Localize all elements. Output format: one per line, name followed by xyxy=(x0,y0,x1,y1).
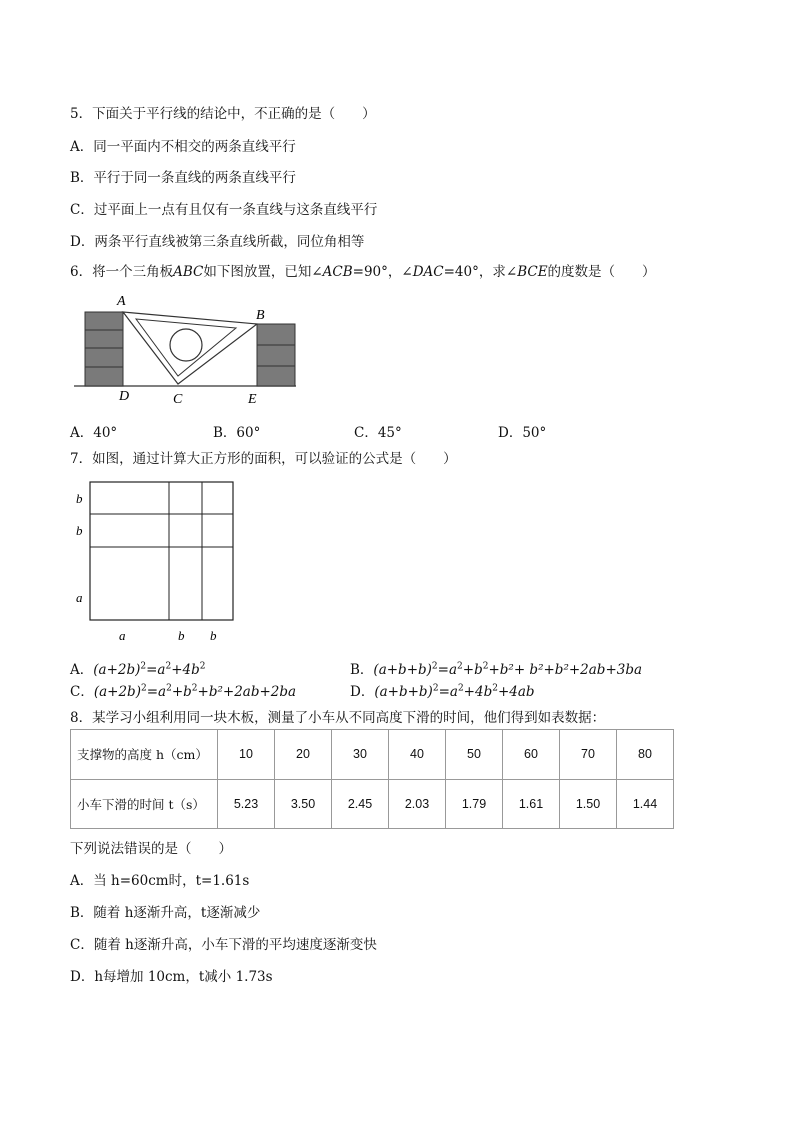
q8-data-table xyxy=(70,729,674,829)
q8-option-a xyxy=(70,869,249,889)
left-label-a: a xyxy=(76,590,83,605)
option-text: 60° xyxy=(236,425,261,441)
option-letter: C． xyxy=(70,202,94,218)
q6-option-d xyxy=(498,421,546,441)
formula-exp: 2 xyxy=(166,683,172,694)
option-text: 当 h=60cm时，t=1.61s xyxy=(93,873,250,889)
q5-option-d xyxy=(70,230,364,250)
q6-stem-text: 的度数是（ ） xyxy=(547,264,656,280)
option-text: 40° xyxy=(93,425,118,441)
q7-stem: 7．如图，通过计算大正方形的面积，可以验证的公式是（ ） xyxy=(70,451,457,467)
table-cell: 1.79 xyxy=(446,779,503,829)
left-label-b2: b xyxy=(76,523,83,538)
option-text: 随着 h逐渐升高，t逐渐减少 xyxy=(93,905,261,921)
formula-part: (a+b+b) xyxy=(373,662,432,678)
formula-part: +b²+ b²+b²+2ab+3ba xyxy=(488,662,643,678)
table-cell: 80 xyxy=(617,730,674,780)
q6-stem-text: 6．将一个三角板 xyxy=(70,264,174,280)
table-cell: 2.03 xyxy=(389,779,446,829)
formula-part: =a xyxy=(146,662,166,678)
q7-option-a xyxy=(70,658,206,678)
q5-option-b xyxy=(70,166,296,186)
table-row-header: 支撑物的高度 h（cm） xyxy=(71,730,218,780)
q5-option-a xyxy=(70,135,296,155)
formula-exp: 2 xyxy=(457,661,463,672)
option-text: 50° xyxy=(522,425,547,441)
q6-angle-dac: DAC xyxy=(412,264,444,280)
q8-question: 下列说法错误的是（ ） xyxy=(70,841,232,857)
q6-angle-acb: ACB xyxy=(322,264,353,280)
option-letter: A． xyxy=(70,662,94,678)
label-b: B xyxy=(256,308,265,323)
bottom-label-b1: b xyxy=(178,628,185,643)
option-letter: A． xyxy=(70,873,94,889)
table-cell: 20 xyxy=(275,730,332,780)
table-cell: 2.45 xyxy=(332,779,389,829)
formula-exp: 2 xyxy=(431,661,438,672)
q8-stem: 8．某学习小组利用同一块木板，测量了小车从不同高度下滑的时间，他们得到如表数据： xyxy=(70,710,606,726)
big-square xyxy=(90,482,233,620)
q6-stem xyxy=(70,260,656,280)
q6-option-c xyxy=(354,421,402,441)
formula-part: (a+2b) xyxy=(93,684,141,700)
formula-exp: 2 xyxy=(140,661,147,672)
option-letter: D． xyxy=(70,234,95,250)
left-block-stack xyxy=(85,312,123,386)
triangle-hole xyxy=(170,329,202,361)
formula-part: +b xyxy=(171,684,192,700)
option-text: 同一平面内不相交的两条直线平行 xyxy=(93,139,296,155)
formula-exp: 2 xyxy=(432,683,439,694)
option-letter: B． xyxy=(70,170,94,186)
formula-part: (a+2b) xyxy=(93,662,141,678)
formula-part: +b xyxy=(462,662,483,678)
table-cell: 3.50 xyxy=(275,779,332,829)
q6-stem-text: =90°，∠ xyxy=(352,264,413,280)
table-row xyxy=(71,730,674,780)
label-e: E xyxy=(248,392,257,406)
left-label-b1: b xyxy=(76,491,83,506)
q6-angle-bce: BCE xyxy=(517,264,548,280)
q5-stem: 5．下面关于平行线的结论中，不正确的是（ ） xyxy=(70,106,376,122)
q7-option-b xyxy=(350,658,642,678)
option-letter: D． xyxy=(350,684,375,700)
q8-option-c xyxy=(70,933,377,953)
table-cell: 30 xyxy=(332,730,389,780)
option-text: 过平面上一点有且仅有一条直线与这条直线平行 xyxy=(93,202,378,218)
q8-option-d xyxy=(70,965,273,985)
formula-part: +4ab xyxy=(497,684,535,700)
formula-part: +4b xyxy=(463,684,493,700)
formula-part: (a+b+b) xyxy=(374,684,433,700)
label-c: C xyxy=(173,392,183,406)
table-cell: 1.44 xyxy=(617,779,674,829)
q6-stem-text: =40°，求∠ xyxy=(443,264,518,280)
table-cell: 50 xyxy=(446,730,503,780)
option-letter: D． xyxy=(498,425,523,441)
option-letter: C． xyxy=(70,937,94,953)
option-text: h每增加 10cm，t减小 1.73s xyxy=(94,969,273,985)
formula-exp: 2 xyxy=(140,683,147,694)
option-letter: C． xyxy=(70,684,94,700)
formula-exp: 2 xyxy=(165,661,172,672)
q8-option-b xyxy=(70,901,260,921)
option-letter: C． xyxy=(354,425,378,441)
option-letter: A． xyxy=(70,139,94,155)
formula-exp: 2 xyxy=(191,683,198,694)
right-block-stack xyxy=(257,324,295,386)
formula-exp: 2 xyxy=(199,661,206,672)
option-text: 两条平行直线被第三条直线所截，同位角相等 xyxy=(94,234,365,250)
q6-triangle-name: ABC xyxy=(173,264,204,280)
option-letter: B． xyxy=(350,662,374,678)
table-cell: 60 xyxy=(503,730,560,780)
q7-figure xyxy=(70,476,240,648)
option-text: 平行于同一条直线的两条直线平行 xyxy=(93,170,296,186)
formula-part: +4b xyxy=(171,662,200,678)
label-a: A xyxy=(117,294,126,309)
table-cell: 5.23 xyxy=(218,779,275,829)
table-cell: 1.50 xyxy=(560,779,617,829)
bottom-label-b2: b xyxy=(210,628,217,643)
q7-option-d xyxy=(350,680,535,700)
q7-option-c xyxy=(70,680,296,700)
formula-exp: 2 xyxy=(457,683,464,694)
q6-figure xyxy=(70,288,310,406)
option-letter: B． xyxy=(213,425,237,441)
q6-stem-text: 如下图放置，已知∠ xyxy=(203,264,323,280)
formula-exp: 2 xyxy=(482,661,489,672)
formula-exp: 2 xyxy=(492,683,498,694)
q5-option-c xyxy=(70,198,377,218)
table-cell: 10 xyxy=(218,730,275,780)
formula-part: =a xyxy=(437,662,458,678)
table-cell: 70 xyxy=(560,730,617,780)
table-cell: 40 xyxy=(389,730,446,780)
bottom-label-a: a xyxy=(119,628,126,643)
table-row xyxy=(71,779,674,829)
formula-part: +b²+2ab+2ba xyxy=(197,684,297,700)
q6-option-b xyxy=(213,421,260,441)
option-letter: D． xyxy=(70,969,95,985)
table-row-header: 小车下滑的时间 t（s） xyxy=(71,779,218,829)
option-letter: B． xyxy=(70,905,94,921)
formula-part: =a xyxy=(438,684,458,700)
formula-part: =a xyxy=(146,684,167,700)
table-cell: 1.61 xyxy=(503,779,560,829)
option-text: 45° xyxy=(377,425,402,441)
option-text: 随着 h逐渐升高，小车下滑的平均速度逐渐变快 xyxy=(93,937,377,953)
label-d: D xyxy=(119,389,130,404)
q6-option-a xyxy=(70,421,117,441)
option-letter: A． xyxy=(70,425,94,441)
